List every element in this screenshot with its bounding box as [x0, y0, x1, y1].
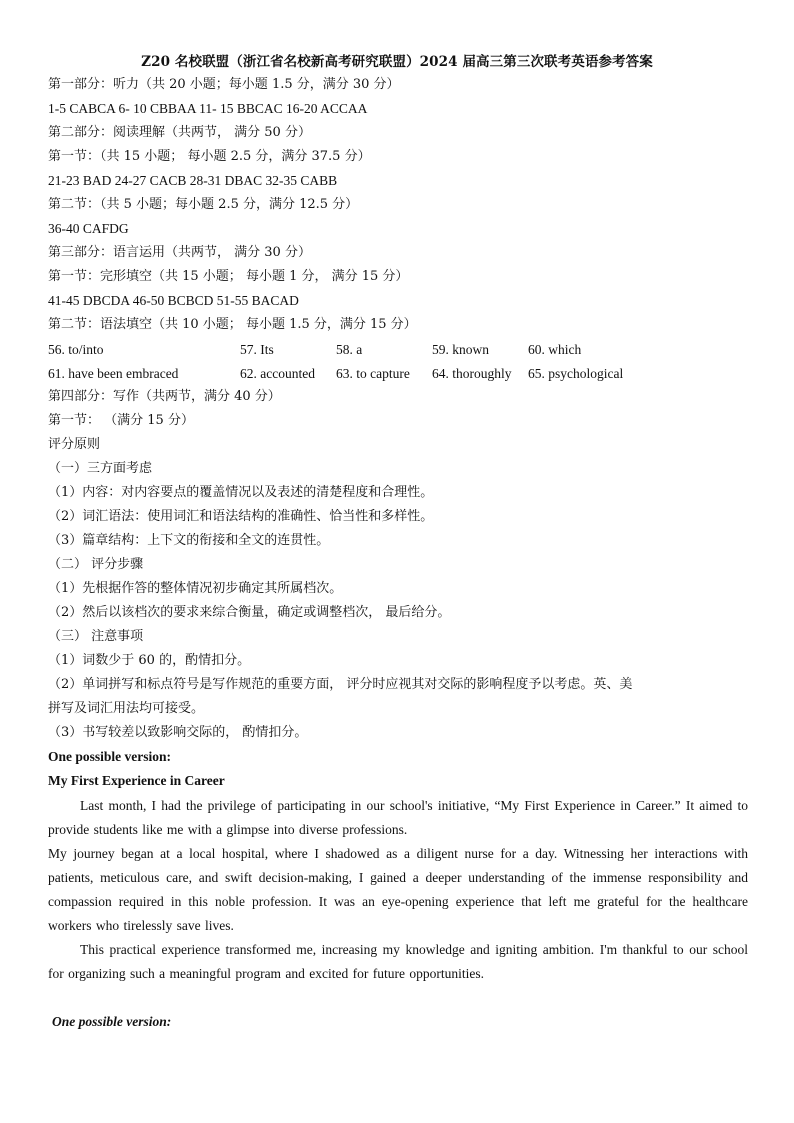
principle-line: （1）词数少于 60 的，酌情扣分。	[48, 653, 251, 668]
grammar-answer: 57. Its	[240, 342, 274, 357]
possible-version-label-2: One possible version:	[52, 1014, 172, 1029]
part2-sec1-answers: 21-23 BAD 24-27 CACB 28-31 DBAC 32-35 CABB	[48, 173, 338, 188]
part3-sec2-heading: 第二节：语法填空（共 10 小题； 每小题 1.5 分，满分 15 分）	[48, 317, 417, 332]
part1-heading: 第一部分：听力（共 20 小题；每小题 1.5 分，满分 30 分）	[48, 77, 400, 92]
principle-line: （2）单词拼写和标点符号是写作规范的重要方面， 评分时应视其对交际的影响程度予以考虑。英、美	[48, 677, 633, 692]
grammar-answer: 61. have been embraced	[48, 366, 179, 381]
principle-line: （三） 注意事项	[48, 629, 144, 644]
principle-line: （1）先根据作答的整体情况初步确定其所属档次。	[48, 581, 343, 596]
principle-line: （1）内容：对内容要点的覆盖情况以及表述的清楚程度和合理性。	[48, 485, 434, 500]
grammar-answer: 64. thoroughly	[432, 366, 512, 381]
grammar-answer: 56. to/into	[48, 342, 104, 357]
scoring-principles-title: 评分原则	[48, 437, 101, 452]
part4-heading: 第四部分：写作（共两节，满分 40 分）	[48, 389, 281, 404]
principle-line: （2）然后以该档次的要求来综合衡量，确定或调整档次， 最后给分。	[48, 605, 451, 620]
grammar-answer: 58. a	[336, 342, 363, 357]
grammar-answers-row-2	[48, 366, 748, 382]
essay-title: My First Experience in Career	[48, 773, 225, 788]
grammar-answers-row-1	[48, 342, 748, 358]
grammar-answer: 60. which	[528, 342, 582, 357]
part2-heading: 第二部分：阅读理解（共两节， 满分 50 分）	[48, 125, 311, 140]
essay-paragraph-2: My journey began at a local hospital, where I shadowed as a diligent nurse for a day. Witnessing her interactions with patients, meticulous care, and swift decision-making, I gained a deeper understanding of the immense responsibility and compassion required in this noble profession. It was an eye-opening experience that left me grateful for the healthcare workers who tirelessly save lives.	[48, 846, 748, 933]
grammar-answer: 62. accounted	[240, 366, 315, 381]
principle-line: （3）书写较差以致影响交际的， 酌情扣分。	[48, 725, 308, 740]
principle-line: （二） 评分步骤	[48, 557, 144, 572]
essay-paragraph-3: This practical experience transformed me, increasing my knowledge and igniting ambition. I'm thankful to our school for organizing such a meaningful program and excited for future opportunities.	[48, 942, 748, 981]
part3-sec1-answers: 41-45 DBCDA 46-50 BCBCD 51-55 BACAD	[48, 293, 299, 308]
principle-line: （一）三方面考虑	[48, 461, 153, 476]
principle-line: （2）词汇语法：使用词汇和语法结构的准确性、恰当性和多样性。	[48, 509, 434, 524]
grammar-answer: 59. known	[432, 342, 489, 357]
possible-version-label: One possible version:	[48, 749, 172, 764]
page-title: Z20 名校联盟（浙江省名校新高考研究联盟）2024 届高三第三次联考英语参考答案	[141, 54, 653, 70]
principle-line: （3）篇章结构：上下文的衔接和全文的连贯性。	[48, 533, 330, 548]
part2-sec2-answers: 36-40 CAFDG	[48, 221, 129, 236]
grammar-answer: 63. to capture	[336, 366, 410, 381]
part2-sec2-heading: 第二节：（共 5 小题；每小题 2.5 分，满分 12.5 分）	[48, 197, 359, 212]
part2-sec1-heading: 第一节：（共 15 小题； 每小题 2.5 分，满分 37.5 分）	[48, 149, 371, 164]
grammar-answer: 65. psychological	[528, 366, 624, 381]
part1-answers: 1-5 CABCA 6- 10 CBBAA 11- 15 BBCAC 16-20 ACCAA	[48, 101, 368, 116]
principle-line: 拼写及词汇用法均可接受。	[48, 701, 205, 716]
part3-sec1-heading: 第一节：完形填空（共 15 小题； 每小题 1 分， 满分 15 分）	[48, 269, 409, 284]
part4-sec1-heading: 第一节： （满分 15 分）	[48, 413, 194, 428]
essay-paragraph-1: Last month, I had the privilege of participating in our school's initiative, “My First Experience in Career.” It aimed to provide students like me with a glimpse into diverse professions.	[48, 798, 748, 837]
part3-heading: 第三部分：语言运用（共两节， 满分 30 分）	[48, 245, 311, 260]
